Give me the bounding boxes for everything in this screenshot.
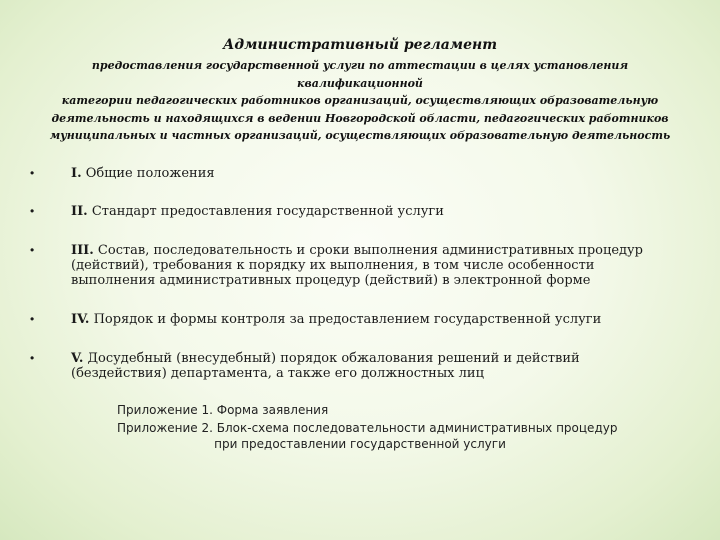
section-number: II. <box>71 204 88 219</box>
subtitle-line: деятельность и находящихся в ведении Новгородской области, педагогических работников <box>51 111 669 125</box>
section-line: Состав, последовательность и сроки выполнения административных процедур <box>97 243 644 258</box>
subtitle-line: категории педагогических работников организаций, осуществляющих образовательную <box>61 94 659 107</box>
bullet-icon: • <box>30 243 35 257</box>
section-line: Общие положения <box>85 166 215 181</box>
subtitle-line: предоставления государственной услуги по аттестации в целях установления квалификационной <box>91 59 629 90</box>
section-number: V. <box>71 351 84 366</box>
section-line: Досудебный (внесудебный) порядок обжалования решений и действий <box>87 351 580 366</box>
appendix-1: Приложение 1. Форма заявления <box>117 403 329 417</box>
bullet-icon: • <box>30 312 35 326</box>
section-text <box>71 312 691 327</box>
section-number: I. <box>71 166 82 181</box>
subtitle-line: муниципальных и частных организаций, осуществляющих образовательную деятельность <box>49 129 671 142</box>
bullet-icon: • <box>30 166 35 180</box>
document-title: Административный регламент <box>222 37 498 53</box>
section-text <box>71 166 691 181</box>
section-text <box>71 204 691 219</box>
section-line: выполнения административных процедур (действий) в электронной форме <box>71 273 591 288</box>
section-line: (действий), требования к порядку их выполнения, в том числе особенности <box>71 258 595 273</box>
section-line: Стандарт предоставления государственной услуги <box>91 204 444 219</box>
section-number: IV. <box>71 312 90 327</box>
bullet-icon: • <box>30 351 35 365</box>
section-number: III. <box>71 243 94 258</box>
appendix-2: Приложение 2. Блок-схема последовательности административных процедур <box>117 421 618 435</box>
section-line: (бездействия) департамента, а также его должностных лиц <box>71 366 484 381</box>
section-text <box>71 351 691 381</box>
bullet-icon: • <box>30 204 35 218</box>
section-line: Порядок и формы контроля за предоставлением государственной услуги <box>93 312 602 327</box>
section-text <box>71 243 691 288</box>
appendix-2-continuation: при предоставлении государственной услуги <box>214 437 506 451</box>
